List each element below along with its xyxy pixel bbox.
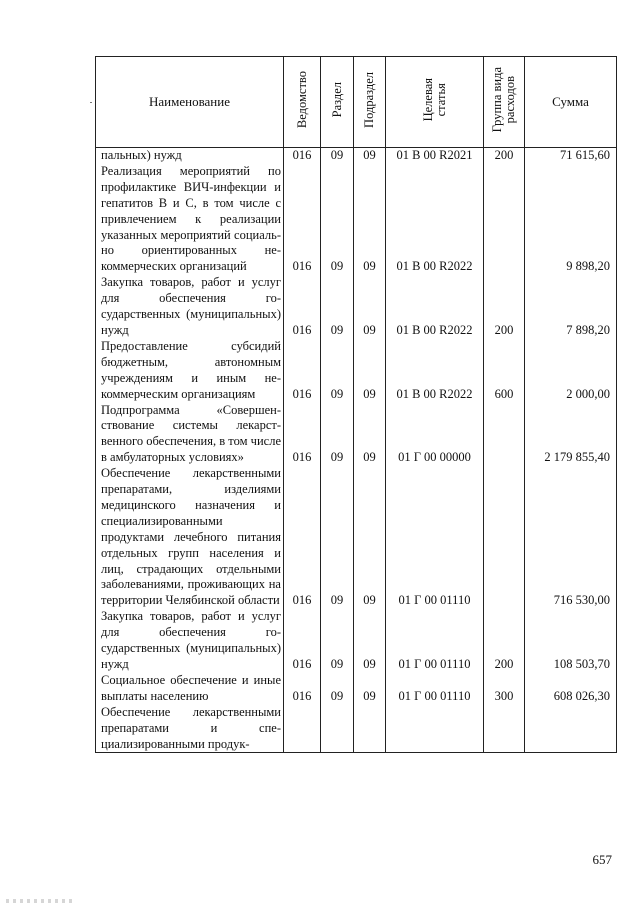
row-gruppa: 600 bbox=[484, 339, 525, 403]
row-podrazdel: 09 bbox=[354, 403, 386, 467]
row-name: Закупка товаров, работ и услуг для обеспечения государственных (муниципальных) нужд bbox=[96, 609, 284, 673]
header-gruppa-line2: расходов bbox=[503, 75, 517, 124]
table-row bbox=[96, 673, 617, 705]
budget-table bbox=[95, 56, 617, 753]
row-celevaya: 01 Г 00 01110 bbox=[386, 466, 484, 609]
row-celevaya: 01 В 00 R2022 bbox=[386, 339, 484, 403]
row-name: Предоставление субсидий бюджетным, автономным учреждениям и иным некоммерческим организациям bbox=[96, 339, 284, 403]
row-razdel: 09 bbox=[321, 673, 354, 705]
row-summa: 9 898,20 bbox=[525, 164, 617, 275]
table-row bbox=[96, 164, 617, 275]
row-name: пальных) нужд bbox=[96, 148, 284, 164]
row-vedomstvo: 016 bbox=[284, 403, 321, 467]
margin-mark bbox=[90, 102, 92, 103]
row-name: Реализация мероприятий по профилактике ВИЧ-инфекции и гепатитов В и С, в том числе с привлечением к реализации указанных мероприятий социально ориентированных некоммерческих организаций bbox=[96, 164, 284, 275]
row-razdel: 09 bbox=[321, 609, 354, 673]
header-vedomstvo-label: Ведомство bbox=[294, 71, 309, 129]
row-celevaya: 01 В 00 R2022 bbox=[386, 275, 484, 339]
row-gruppa: 200 bbox=[484, 148, 525, 164]
row-vedomstvo: 016 bbox=[284, 339, 321, 403]
header-gruppa-line1: Группа вида bbox=[490, 66, 504, 133]
row-podrazdel: 09 bbox=[354, 339, 386, 403]
row-vedomstvo: 016 bbox=[284, 673, 321, 705]
row-vedomstvo: 016 bbox=[284, 609, 321, 673]
page-number: 657 bbox=[592, 852, 612, 867]
row-razdel: 09 bbox=[321, 339, 354, 403]
header-gruppa bbox=[484, 57, 525, 148]
row-podrazdel: 09 bbox=[354, 275, 386, 339]
header-razdel-label: Раздел bbox=[329, 81, 344, 118]
row-name: Подпрограмма «Совершенствование системы лекарственного обеспечения, в том числе в амбулаторных условиях» bbox=[96, 403, 284, 467]
header-celevaya-line1: Целевая bbox=[420, 77, 435, 122]
header-name: Наименование bbox=[96, 57, 284, 148]
row-gruppa bbox=[484, 466, 525, 609]
row-name: Закупка товаров, работ и услуг для обеспечения государственных (муниципальных) нужд bbox=[96, 275, 284, 339]
table-row bbox=[96, 609, 617, 673]
header-vedomstvo bbox=[284, 57, 321, 148]
row-summa bbox=[525, 705, 617, 753]
table-row bbox=[96, 339, 617, 403]
row-celevaya: 01 В 00 R2022 bbox=[386, 164, 484, 275]
row-razdel bbox=[321, 705, 354, 753]
header-summa: Сумма bbox=[525, 57, 617, 148]
row-summa: 608 026,30 bbox=[525, 673, 617, 705]
row-celevaya: 01 Г 00 01110 bbox=[386, 609, 484, 673]
row-summa: 2 179 855,40 bbox=[525, 403, 617, 467]
row-gruppa bbox=[484, 403, 525, 467]
row-razdel: 09 bbox=[321, 466, 354, 609]
row-razdel: 09 bbox=[321, 164, 354, 275]
row-podrazdel: 09 bbox=[354, 164, 386, 275]
row-celevaya bbox=[386, 705, 484, 753]
row-summa: 7 898,20 bbox=[525, 275, 617, 339]
row-gruppa: 200 bbox=[484, 609, 525, 673]
row-razdel: 09 bbox=[321, 148, 354, 164]
row-summa: 108 503,70 bbox=[525, 609, 617, 673]
row-celevaya: 01 В 00 R2021 bbox=[386, 148, 484, 164]
row-vedomstvo: 016 bbox=[284, 275, 321, 339]
row-summa: 2 000,00 bbox=[525, 339, 617, 403]
row-razdel: 09 bbox=[321, 275, 354, 339]
table-row bbox=[96, 148, 617, 164]
row-podrazdel: 09 bbox=[354, 466, 386, 609]
header-celevaya bbox=[386, 57, 484, 148]
table-row bbox=[96, 466, 617, 609]
row-vedomstvo bbox=[284, 705, 321, 753]
header-podrazdel bbox=[354, 57, 386, 148]
row-celevaya: 01 Г 00 01110 bbox=[386, 673, 484, 705]
row-gruppa bbox=[484, 705, 525, 753]
row-podrazdel: 09 bbox=[354, 148, 386, 164]
row-vedomstvo: 016 bbox=[284, 148, 321, 164]
row-razdel: 09 bbox=[321, 403, 354, 467]
row-summa: 716 530,00 bbox=[525, 466, 617, 609]
row-gruppa: 300 bbox=[484, 673, 525, 705]
header-razdel bbox=[321, 57, 354, 148]
scan-artifact bbox=[6, 899, 76, 903]
row-name: Обеспечение лекарственными препаратами, изделиями медицинского назначения и специализированными продуктами лечебного питания отдельных групп населения и лиц, страдающих отдельными заболеваниями, проживающих на территории Челябинской области bbox=[96, 466, 284, 609]
header-celevaya-line2: статья bbox=[433, 82, 448, 117]
row-podrazdel: 09 bbox=[354, 609, 386, 673]
row-vedomstvo: 016 bbox=[284, 164, 321, 275]
table-row bbox=[96, 403, 617, 467]
table-row bbox=[96, 705, 617, 753]
row-name: Социальное обеспечение и иные выплаты населению bbox=[96, 673, 284, 705]
table-body bbox=[96, 148, 617, 753]
table-header bbox=[96, 57, 617, 148]
row-celevaya: 01 Г 00 00000 bbox=[386, 403, 484, 467]
row-gruppa: 200 bbox=[484, 275, 525, 339]
row-vedomstvo: 016 bbox=[284, 466, 321, 609]
row-name: Обеспечение лекарственными препаратами и специализированными продук- bbox=[96, 705, 284, 753]
row-summa: 71 615,60 bbox=[525, 148, 617, 164]
row-gruppa bbox=[484, 164, 525, 275]
table-row bbox=[96, 275, 617, 339]
row-podrazdel: 09 bbox=[354, 673, 386, 705]
header-podrazdel-label: Подраздел bbox=[362, 71, 376, 128]
row-podrazdel bbox=[354, 705, 386, 753]
